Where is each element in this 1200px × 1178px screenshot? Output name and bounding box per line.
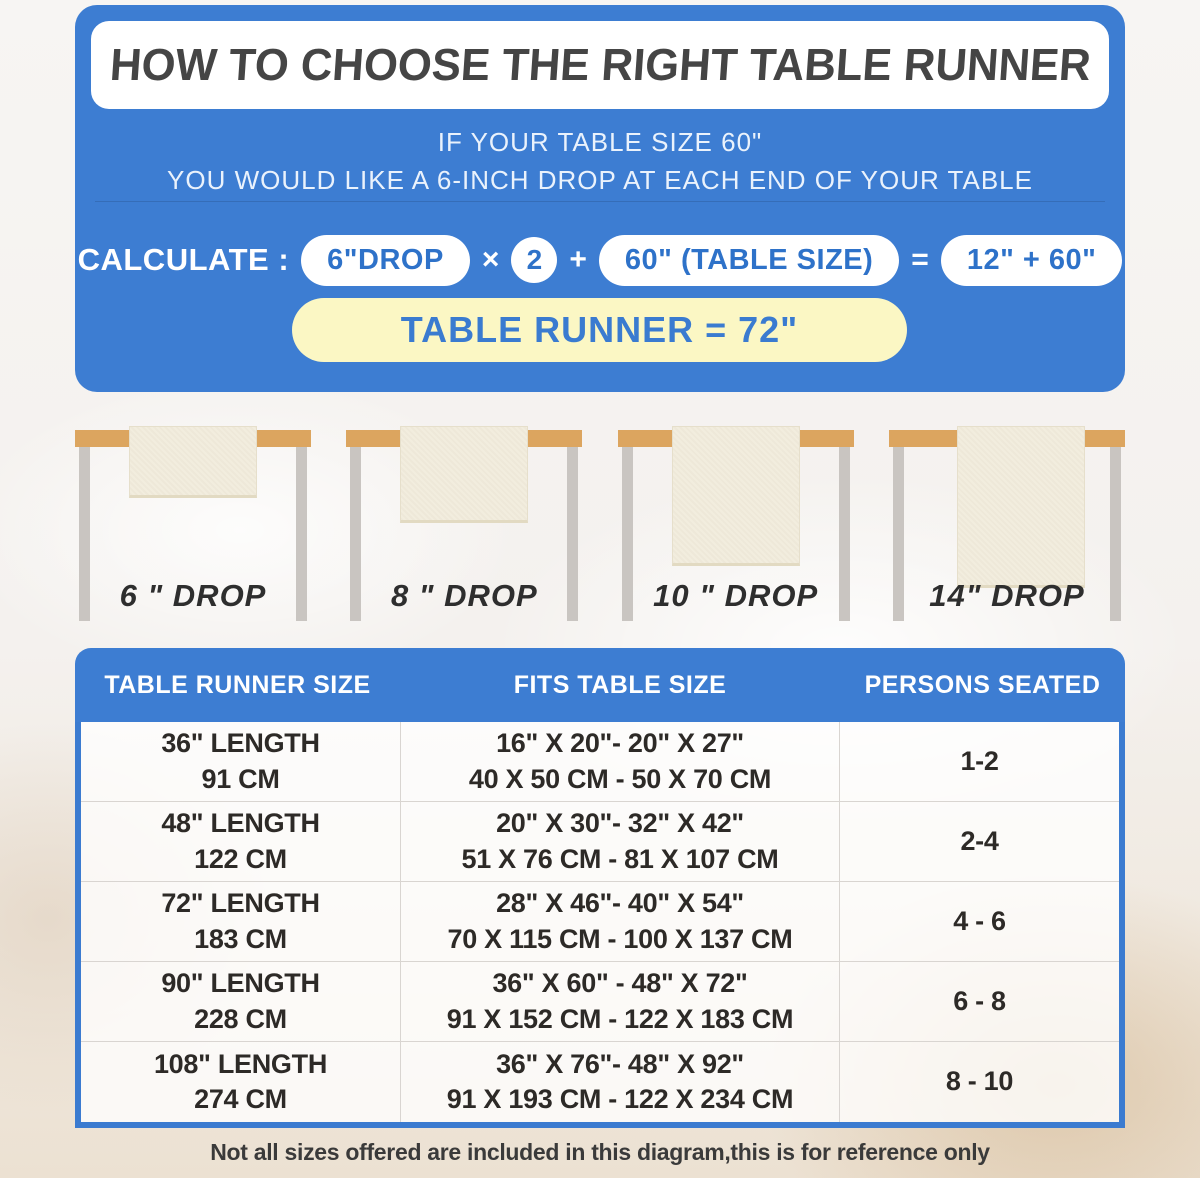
runner-size-line1: 48" LENGTH (161, 808, 320, 839)
fits-size-cell (400, 882, 840, 961)
runner-size-cell (81, 802, 400, 881)
runner-size-line2: 228 CM (194, 1003, 287, 1034)
fits-size-line2: 91 X 152 CM - 122 X 183 CM (446, 1003, 794, 1034)
runner-size-line2: 91 CM (201, 763, 280, 794)
table-row (81, 962, 1119, 1042)
runner-size-line1: 90" LENGTH (161, 968, 320, 999)
fits-size-line2: 91 X 193 CM - 122 X 234 CM (446, 1084, 794, 1114)
table-header-row (75, 648, 1125, 722)
fits-size-line1: 36" X 76"- 48" X 92" (496, 1048, 744, 1079)
table-runner-cloth (672, 426, 800, 566)
runner-size-line2: 122 CM (194, 843, 287, 874)
table-runner-cloth (957, 426, 1085, 588)
table-row (81, 802, 1119, 882)
drop-value-pill: 6"DROP (301, 235, 470, 286)
persons-seated-cell: 6 - 8 (953, 985, 1006, 1016)
table-body (75, 722, 1125, 1128)
table-row (81, 882, 1119, 962)
calculate-label: CALCULATE : (77, 242, 290, 277)
factor-circle: 2 (511, 237, 557, 283)
persons-seated-cell: 1-2 (960, 745, 999, 776)
fits-size-line2: 40 X 50 CM - 50 X 70 CM (468, 763, 772, 794)
runner-size-line1: 36" LENGTH (161, 728, 320, 759)
drop-label: 8 " DROP (390, 578, 538, 613)
runner-size-cell (81, 1042, 400, 1122)
subtitle-line-1: IF YOUR TABLE SIZE 60" (437, 127, 763, 157)
divider (95, 201, 1105, 202)
calculation-row (75, 231, 1125, 289)
sum-pill: 12" + 60" (941, 235, 1123, 286)
table-figure-10-drop (618, 426, 854, 628)
fits-size-line1: 28" X 46"- 40" X 54" (496, 888, 744, 919)
fits-size-cell (400, 1042, 840, 1122)
drop-illustrations (75, 426, 1125, 628)
page-title: HOW TO CHOOSE THE RIGHT TABLE RUNNER (108, 39, 1093, 90)
column-header-fits-table-size: FITS TABLE SIZE (513, 670, 727, 699)
fits-size-line1: 20" X 30"- 32" X 42" (496, 808, 744, 839)
runner-size-line2: 183 CM (194, 923, 287, 954)
table-figure-14-drop (889, 426, 1125, 628)
persons-seated-cell: 8 - 10 (945, 1066, 1014, 1097)
subtitle-line-2: YOU WOULD LIKE A 6-INCH DROP AT EACH END OF YOUR TABLE (167, 165, 1033, 195)
result-banner: TABLE RUNNER = 72" (292, 298, 907, 362)
multiply-sign: × (481, 243, 500, 276)
plus-sign: + (569, 243, 587, 276)
runner-size-cell (81, 722, 400, 801)
column-header-persons-seated: PERSONS SEATED (864, 670, 1101, 699)
runner-size-line1: 72" LENGTH (161, 888, 320, 919)
fits-size-cell (400, 802, 840, 881)
persons-seated-cell: 2-4 (960, 825, 999, 856)
drop-label: 6 " DROP (119, 578, 267, 613)
runner-size-line1: 108" LENGTH (153, 1048, 328, 1079)
table-row (81, 1042, 1119, 1122)
table-figure-6-drop (75, 426, 311, 628)
table-row (81, 722, 1119, 802)
hero-panel (75, 5, 1125, 392)
table-figure-8-drop (346, 426, 582, 628)
table-size-pill: 60" (TABLE SIZE) (599, 235, 899, 286)
runner-size-cell (81, 882, 400, 961)
column-header-runner-size: TABLE RUNNER SIZE (104, 670, 371, 699)
title-banner (91, 21, 1109, 109)
equals-sign: = (911, 243, 929, 276)
fits-size-line2: 51 X 76 CM - 81 X 107 CM (461, 843, 779, 874)
fits-size-line2: 70 X 115 CM - 100 X 137 CM (447, 923, 793, 954)
fits-size-line1: 36" X 60" - 48" X 72" (492, 968, 748, 999)
size-reference-table (75, 648, 1125, 1128)
runner-size-line2: 274 CM (194, 1084, 287, 1114)
drop-label: 10 " DROP (653, 578, 819, 613)
fits-size-line1: 16" X 20"- 20" X 27" (496, 728, 744, 759)
runner-size-cell (81, 962, 400, 1041)
table-runner-cloth (129, 426, 257, 498)
disclaimer-note: Not all sizes offered are included in this diagram,this is for reference only (210, 1139, 990, 1165)
persons-seated-cell: 4 - 6 (953, 905, 1006, 936)
fits-size-cell (400, 962, 840, 1041)
fits-size-cell (400, 722, 840, 801)
drop-label: 14" DROP (929, 578, 1085, 613)
table-runner-cloth (400, 426, 528, 523)
